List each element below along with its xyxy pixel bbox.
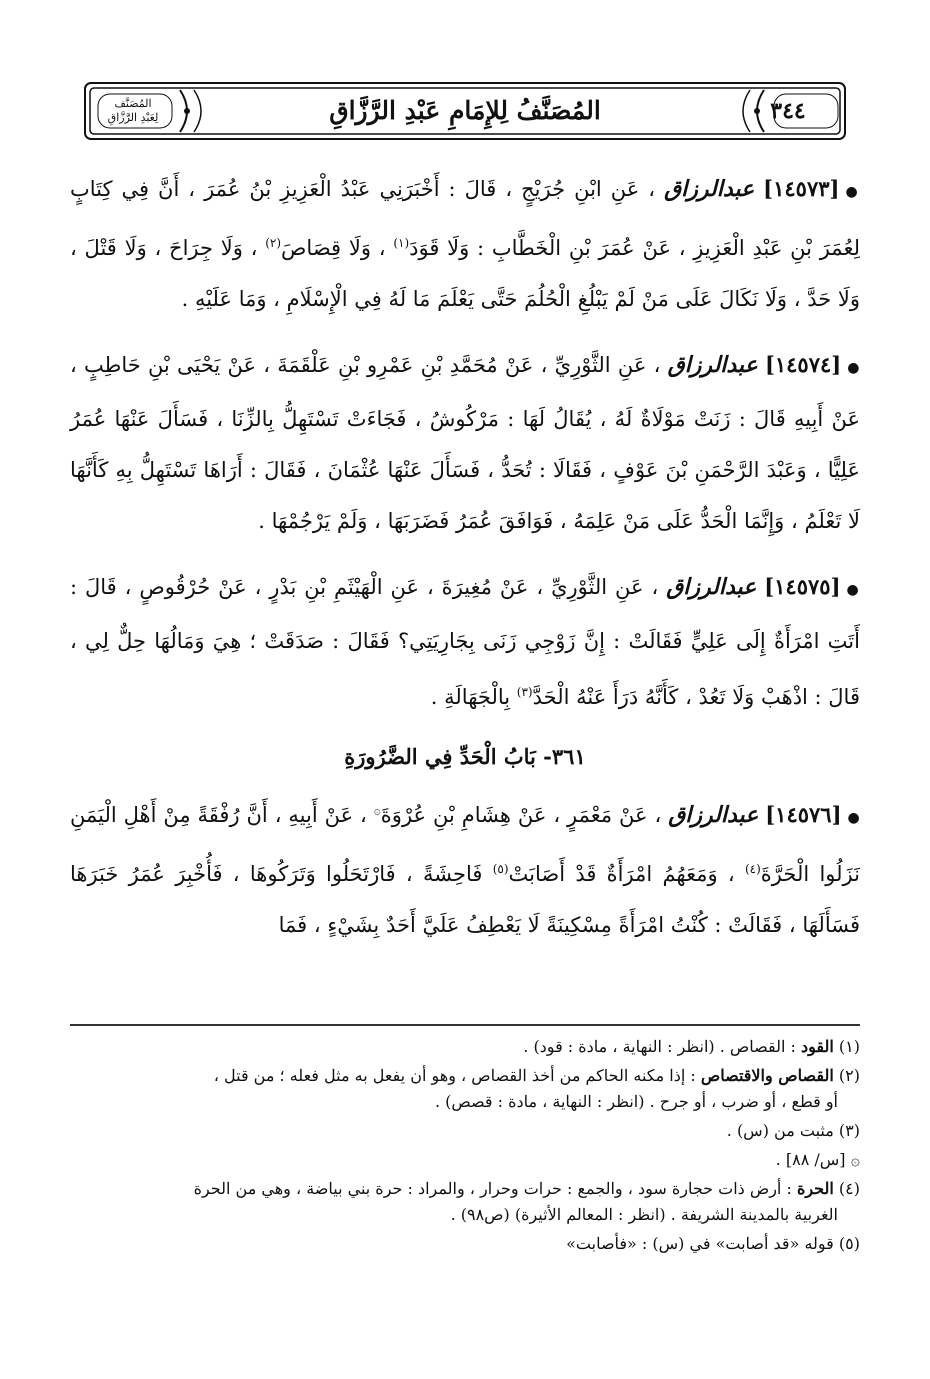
footnote-item [70,1034,860,1060]
header-title: المُصَنَّفُ لِلإِمَامِ عَبْدِ الرَّزَّاقِ [329,96,601,125]
chapter-title: ٣٦١- بَابُ الْحَدِّ فِي الضَّرُورَةِ [344,744,586,769]
footnote-number: (٣) [838,1121,860,1140]
footnote-ref: (٣) [516,685,533,699]
footnote-item [70,1118,860,1144]
hadith-number: [١٤٥٧٦] [765,802,842,827]
bullet-icon: ● [847,360,860,376]
hadith-number: [١٤٥٧٤] [764,352,842,377]
hadith-text: فَاحِشَةً ، فَارْتَحَلُوا وَتَرَكُوهَا ، فَأُخْبِرَ عُمَرُ خَبَرَهَا فَسَأَلَهَا ، فَقَالَتْ : كُنْتُ امْرَأَةً مِسْكِينَةً لَا يَعْطِفُ عَلَيَّ أَحَدٌ بِشَيْءٍ ، فَمَا [70,862,860,937]
footnote-ref: (٢) [265,236,282,250]
manuscript-mark: ۞ [373,803,381,817]
footnote-item [70,1231,860,1257]
logo-line-2: لِعَبْدِ الرَّزَّاقِ [107,111,159,124]
main-text [70,163,860,965]
page-number: ٣٤٤ [770,98,806,124]
header-logo [92,94,174,128]
footnote-continuation: الغربية بالمدينة الشريفة . (انظر : المعالم الأثيرة) (ص٩٨) . [450,1205,838,1224]
footnote-ref: (٤) [744,862,761,876]
page-header [84,82,846,140]
bullet-icon: ● [846,582,860,598]
hadith-14575 [70,561,860,723]
footnote-number: (٤) [838,1179,860,1198]
hadith-text: ، عَنْ أَبِيهِ ، أَنَّ رُفْقَةً مِنْ أَهْلِ الْيَمَنِ نَزَلُوا الْحَرَّةَ [70,803,860,886]
narrator-name: عبدالرزاق [667,352,758,378]
narrator-name: عبدالرزاق [666,574,757,600]
hadith-14574 [70,339,860,547]
footnote-term: القصاص والاقتصاص [700,1066,834,1085]
footnote-ref: (١) [393,236,410,250]
footnote-item [70,1176,860,1228]
hadith-number: [١٤٥٧٥] [764,574,841,599]
footnote-term: القود [801,1037,834,1056]
hadith-text: ، وَمَعَهُمُ امْرَأَةٌ قَدْ أَصَابَتْ [508,862,735,886]
hadith-number: [١٤٥٧٣] [763,176,840,201]
footnote-text: : أرض ذات حجارة سود ، والجمع : حرات وحرار ، والمراد : حرة بني بياضة ، وهي من الحرة [193,1179,792,1198]
footnote-term: الحرة [796,1179,834,1198]
footnote-divider [70,1024,860,1026]
footnote-item [70,1063,860,1115]
footnote-text: مثبت من (س) . [726,1121,834,1140]
footnote-ref: (٥) [492,862,509,876]
footnote-number: (١) [838,1037,860,1056]
hadith-text: ، عَنِ الثَّوْرِيِّ ، عَنْ مُغِيرَةَ ، عَنِ الْهَيْثَمِ بْنِ بَدْرٍ ، عَنْ حُرْقُوصٍ ، قَالَ : أَتَتِ امْرَأَةٌ إِلَى عَلِيٍّ فَقَالَتْ : إِنَّ زَوْجِي زَنَى بِجَارِيَتِي؟ فَقَالَ : صَدَقَتْ ؛ هِيَ وَمَالُهَا حِلٌّ لِي ، قَالَ : اذْهَبْ وَلَا تَعُدْ ، كَأَنَّهُ دَرَأَ عَنْهُ الْحَدَّ [70,575,860,709]
narrator-name: عبدالرزاق [668,802,759,828]
logo-line-1: المُصَنَّف [114,97,152,110]
narrator-name: عبدالرزاق [664,176,755,202]
hadith-14573 [70,163,860,325]
bullet-icon: ● [845,184,860,200]
hadith-text: ، عَنِ ابْنِ جُرَيْجٍ ، قَالَ : أَخْبَرَنِي عَبْدُ الْعَزِيزِ بْنُ عُمَرَ ، أَنَّ فِي كِتَابٍ لِعُمَرَ بْنِ عَبْدِ الْعَزِيزِ ، عَنْ عُمَرَ بْنِ الْخَطَّابِ : وَلَا قَوَدَ [70,177,860,260]
footnote-text: : القصاص . (انظر : النهاية ، مادة : قود) . [523,1037,796,1056]
bullet-icon: ● [847,810,860,826]
hadith-14576 [70,785,860,951]
hadith-text: ، عَنْ مَعْمَرٍ ، عَنْ هِشَامِ بْنِ عُرْوَةَ [380,803,662,827]
footnotes [70,1034,860,1260]
footnote-number: (٢) [838,1066,860,1085]
footnote-item [70,1147,860,1173]
footnote-number: (٥) [838,1234,860,1253]
hadith-text: ، وَلَا جِرَاحَ ، وَلَا قَتْلَ ، وَلَا حَدَّ ، وَلَا نَكَالَ عَلَى مَنْ لَمْ يَبْلُغِ الْحُلُمَ حَتَّى يَعْلَمَ مَا لَهُ فِي الْإِسْلَامِ ، وَمَا عَلَيْهِ . [70,236,860,311]
footnote-text: قوله «قد أصابت» في (س) : «فأصابت» [566,1234,834,1253]
hadith-text: ، عَنِ الثَّوْرِيِّ ، عَنْ مُحَمَّدِ بْنِ عَمْرِو بْنِ عَلْقَمَةَ ، عَنْ يَحْيَى بْنِ حَاطِبٍ ، عَنْ أَبِيهِ قَالَ : زَنَتْ مَوْلَاةٌ لَهُ ، يُقَالُ لَهَا : مَرْكُوشُ ، فَجَاءَتْ تَسْتَهِلُّ بِالزِّنَا ، فَسَأَلَ عَنْهَا عُمَرُ عَلِيًّا ، وَعَبْدَ الرَّحْمَنِ بْنَ عَوْفٍ ، فَقَالَا : تُحَدُّ ، فَسَأَلَ عَنْهَا عُثْمَانَ ، فَقَالَ : أَرَاهَا تَسْتَهِلُّ بِهِ كَأَنَّهَا لَا تَعْلَمُ ، وَإِنَّمَا الْحَدُّ عَلَى مَنْ عَلِمَهُ ، فَوَافَقَ عُمَرُ فَضَرَبَهَا ، وَلَمْ يَرْجُمْهَا . [70,353,860,533]
footnote-continuation: أو قطع ، أو ضرب ، أو جرح . (انظر : النهاية ، مادة : قصص) . [435,1092,838,1111]
footnote-text: [س/ ٨٨] . [775,1150,846,1169]
footnote-number: ۞ [850,1150,860,1169]
hadith-text: بِالْجَهَالَةِ . [430,685,511,709]
hadith-text: ، وَلَا قِصَاصَ [281,236,386,260]
footnote-text: : إذا مكنه الحاكم من أخذ القصاص ، وهو أن يفعل به مثل فعله ؛ من قتل ، [213,1066,696,1085]
